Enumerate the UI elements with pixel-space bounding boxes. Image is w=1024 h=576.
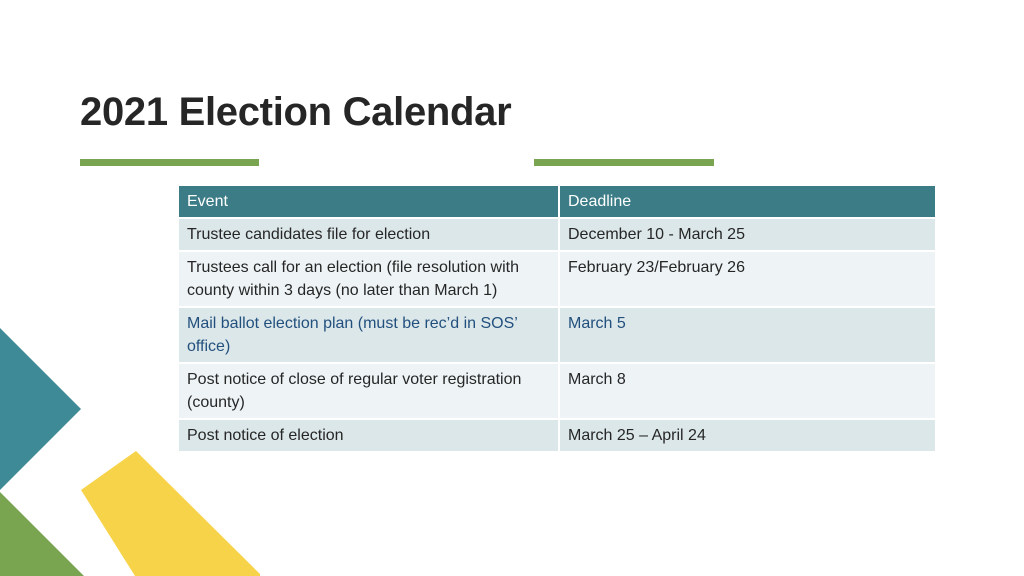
table-row <box>178 307 936 363</box>
table-header-row <box>178 185 936 218</box>
table-row <box>178 218 936 251</box>
title-underline-left <box>80 159 259 166</box>
table-row <box>178 363 936 419</box>
green-triangle-shape <box>0 492 84 576</box>
event-cell: Mail ballot election plan (must be rec’d in SOS’ office) <box>178 307 559 363</box>
deadline-cell: March 8 <box>559 363 936 419</box>
table-row <box>178 251 936 307</box>
title-underline-right <box>534 159 714 166</box>
page-title: 2021 Election Calendar <box>80 90 512 134</box>
deadline-cell: February 23/February 26 <box>559 251 936 307</box>
yellow-band-shape <box>81 451 260 576</box>
deadline-cell: December 10 - March 25 <box>559 218 936 251</box>
event-cell: Trustees call for an election (file resolution with county within 3 days (no later than March 1) <box>178 251 559 307</box>
deadline-cell: March 25 – April 24 <box>559 419 936 452</box>
event-column-header: Event <box>178 185 559 218</box>
event-cell: Post notice of close of regular voter registration (county) <box>178 363 559 419</box>
election-calendar-table <box>177 184 937 453</box>
event-cell: Post notice of election <box>178 419 559 452</box>
deadline-cell: March 5 <box>559 307 936 363</box>
event-cell: Trustee candidates file for election <box>178 218 559 251</box>
table-row <box>178 419 936 452</box>
deadline-column-header: Deadline <box>559 185 936 218</box>
teal-triangle-shape <box>0 328 81 490</box>
